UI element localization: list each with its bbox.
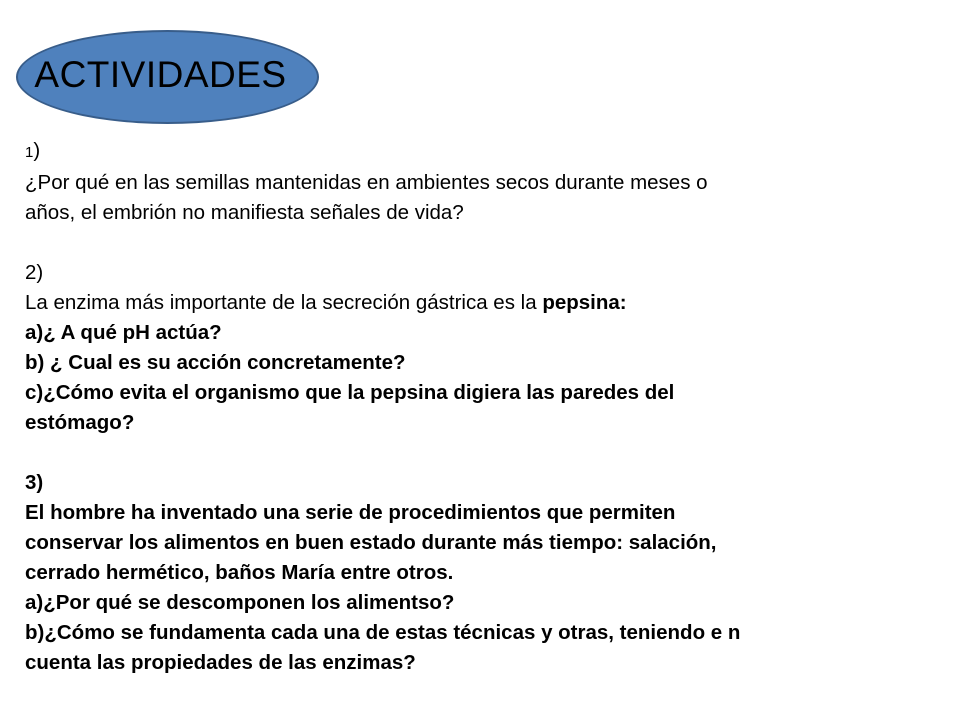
- question-2-item-a: a)¿ A qué pH actúa?: [25, 321, 222, 344]
- question-3-line-3: cerrado hermético, baños María entre otros.: [25, 561, 454, 584]
- pepsina-keyword: pepsina:: [542, 291, 627, 314]
- question-2-item-c: c)¿Cómo evita el organismo que la pepsina digiera las paredes del: [25, 381, 675, 404]
- activities-title-badge: [16, 30, 319, 124]
- activities-title: ACTIVIDADES: [34, 54, 287, 95]
- question-1-line-1: ¿Por qué en las semillas mantenidas en ambientes secos durante meses o: [25, 171, 708, 194]
- question-2-number: 2): [25, 261, 44, 284]
- question-2-item-b: b) ¿ Cual es su acción concretamente?: [25, 351, 406, 374]
- question-3-item-a: a)¿Por qué se descomponen los alimentsо?: [25, 591, 455, 614]
- question-2-item-c-cont: estómago?: [25, 411, 135, 434]
- question-1-line-2: años, el embrión no manifiesta señales de vida?: [25, 201, 464, 224]
- question-3-item-b: b)¿Cómo se fundamenta cada una de estas técnicas y otras, teniendo e n: [25, 621, 741, 644]
- question-2-intro: La enzima más importante de la secreción gástrica es la pepsina:: [25, 291, 627, 314]
- question-3-item-b-cont: cuenta las propiedades de las enzimas?: [25, 651, 416, 674]
- question-1-number: 1): [25, 139, 41, 162]
- question-3-number: 3): [25, 471, 44, 494]
- question-3-line-2: conservar los alimentos en buen estado durante más tiempo: salación,: [25, 531, 717, 554]
- questions-content: [25, 136, 865, 678]
- question-3-line-1: El hombre ha inventado una serie de procedimientos que permiten: [25, 501, 676, 524]
